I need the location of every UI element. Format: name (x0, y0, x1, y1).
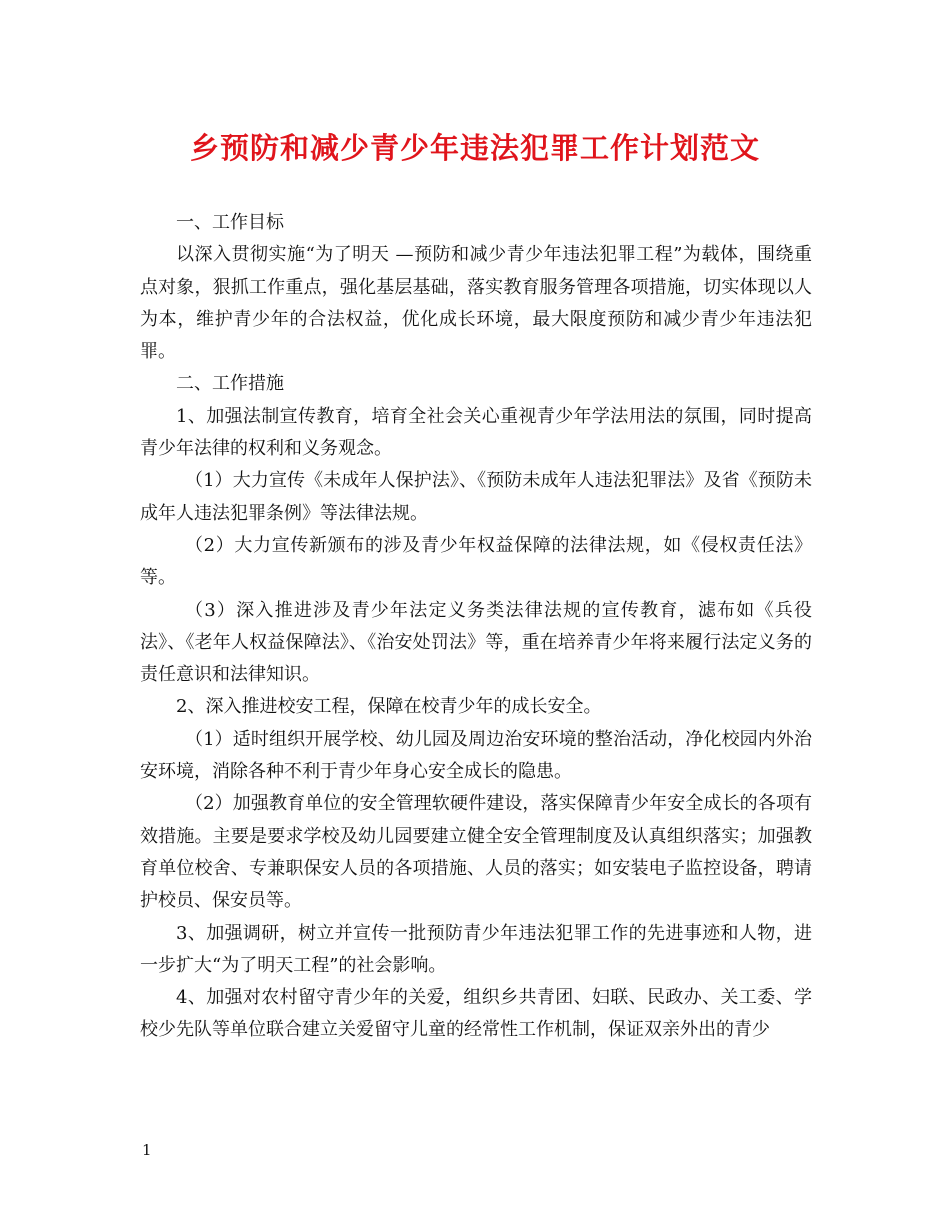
paragraph-measure-1-item-2: （2）大力宣传新颁布的涉及青少年权益保障的法律法规，如《侵权责任法》等。 (140, 534, 812, 589)
paragraph-measure-2: 2、深入推进校安工程，保障在校青少年的成长安全。 (176, 696, 602, 718)
document-title: 乡预防和减少青少年违法犯罪工作计划范文 (189, 131, 760, 165)
document-body (140, 207, 812, 1047)
paragraph-measure-4: 4、加强对农村留守青少年的关爱，组织乡共青团、妇联、民政办、关工委、学校少先队等单位联合建立关爱留守儿童的经常性工作机制，保证双亲外出的青少 (140, 987, 812, 1041)
section-heading-goals: 一、工作目标 (176, 212, 284, 233)
paragraph-measure-1: 1、加强法制宣传教育，培育全社会关心重视青少年学法用法的氛围，同时提高青少年法律的权利和义务观念。 (140, 405, 812, 460)
section-heading-measures: 二、工作措施 (176, 373, 284, 395)
paragraph-measure-3: 3、加强调研，树立并宣传一批预防青少年违法犯罪工作的先进事迹和人物，进一步扩大“为了明天工程”的社会影响。 (140, 922, 812, 976)
paragraph-measure-1-item-1: （1）大力宣传《未成年人保护法》、《预防未成年人违法犯罪法》及省《预防未成年人违法犯罪条例》等法律法规。 (140, 470, 812, 524)
paragraph-measure-2-item-2: （2）加强教育单位的安全管理软硬件建设，落实保障青少年安全成长的各项有效措施。主要是要求学校及幼儿园要建立健全安全管理制度及认真组织落实；加强教育单位校舍、专兼职保安人员的各项措施、人员的落实；如安装电子监控设备，聘请护校员、保安员等。 (140, 793, 812, 912)
paragraph-measure-2-item-1: （1）适时组织开展学校、幼儿园及周边治安环境的整治活动，净化校园内外治安环境，消除各种不利于青少年身心安全成长的隐患。 (140, 728, 812, 783)
paragraph-measure-1-item-3: （3）深入推进涉及青少年法定义务类法律法规的宣传教育，滤布如《兵役法》、《老年人权益保障法》、《治安处罚法》等，重在培养青少年将来履行法定义务的责任意识和法律知识。 (140, 599, 812, 686)
paragraph-goals: 以深入贯彻实施“为了明天 —预防和减少青少年违法犯罪工程”为载体，围绕重点对象，狠抓工作重点，强化基层基础，落实教育服务管理各项措施，切实体现以人为本，维护青少年的合法权益，优化成长环境，最大限度预防和减少青少年违法犯罪。 (140, 244, 812, 363)
page-number: 1 (142, 1141, 152, 1159)
